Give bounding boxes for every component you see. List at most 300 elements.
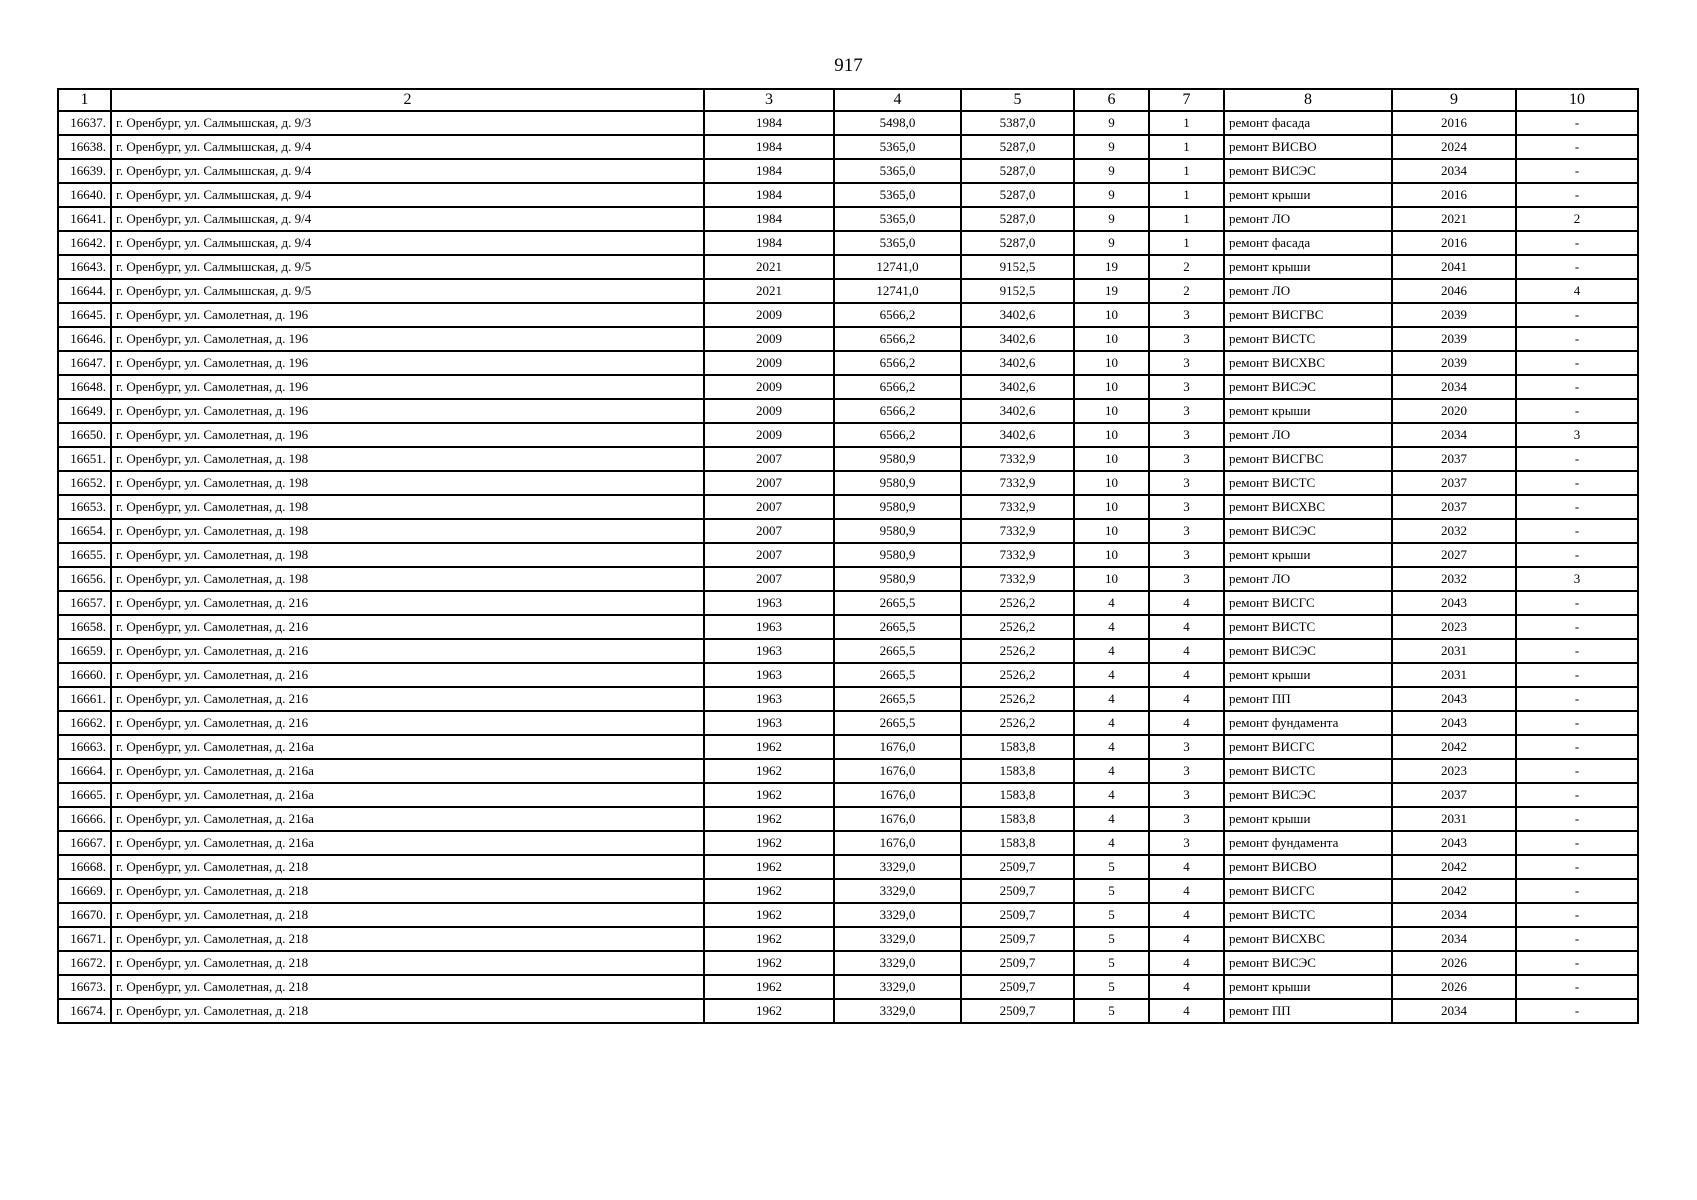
work-type-cell: ремонт крыши — [1224, 807, 1392, 831]
entrances-cell: 1 — [1149, 159, 1224, 183]
row-number: 16668. — [58, 855, 111, 879]
floors-cell: 10 — [1074, 495, 1149, 519]
total-area-cell: 3329,0 — [834, 879, 961, 903]
note-cell: - — [1516, 231, 1638, 255]
plan-year-cell: 2043 — [1392, 711, 1516, 735]
work-type-cell: ремонт ВИСЭС — [1224, 375, 1392, 399]
plan-year-cell: 2026 — [1392, 951, 1516, 975]
address-cell: г. Оренбург, ул. Салмышская, д. 9/5 — [111, 279, 704, 303]
plan-year-cell: 2016 — [1392, 183, 1516, 207]
note-cell: - — [1516, 975, 1638, 999]
note-cell: - — [1516, 903, 1638, 927]
entrances-cell: 4 — [1149, 711, 1224, 735]
table-row — [58, 975, 1638, 999]
total-area-cell: 5365,0 — [834, 135, 961, 159]
floors-cell: 5 — [1074, 903, 1149, 927]
work-type-cell: ремонт ВИСГС — [1224, 735, 1392, 759]
living-area-cell: 3402,6 — [961, 303, 1074, 327]
work-type-cell: ремонт ВИСХВС — [1224, 927, 1392, 951]
column-header-1: 1 — [58, 89, 111, 111]
plan-year-cell: 2021 — [1392, 207, 1516, 231]
table-row — [58, 663, 1638, 687]
floors-cell: 5 — [1074, 951, 1149, 975]
row-number: 16659. — [58, 639, 111, 663]
row-number: 16653. — [58, 495, 111, 519]
address-cell: г. Оренбург, ул. Салмышская, д. 9/4 — [111, 231, 704, 255]
living-area-cell: 7332,9 — [961, 519, 1074, 543]
living-area-cell: 5287,0 — [961, 231, 1074, 255]
year-cell: 2007 — [704, 543, 834, 567]
floors-cell: 5 — [1074, 855, 1149, 879]
entrances-cell: 4 — [1149, 663, 1224, 687]
entrances-cell: 3 — [1149, 807, 1224, 831]
work-type-cell: ремонт ВИСЭС — [1224, 519, 1392, 543]
row-number: 16644. — [58, 279, 111, 303]
table-row — [58, 927, 1638, 951]
work-type-cell: ремонт ЛО — [1224, 567, 1392, 591]
row-number: 16641. — [58, 207, 111, 231]
total-area-cell: 9580,9 — [834, 519, 961, 543]
entrances-cell: 3 — [1149, 303, 1224, 327]
living-area-cell: 1583,8 — [961, 759, 1074, 783]
living-area-cell: 1583,8 — [961, 831, 1074, 855]
note-cell: - — [1516, 759, 1638, 783]
column-header-8: 8 — [1224, 89, 1392, 111]
year-cell: 2021 — [704, 255, 834, 279]
entrances-cell: 3 — [1149, 567, 1224, 591]
plan-year-cell: 2042 — [1392, 855, 1516, 879]
table-row — [58, 183, 1638, 207]
plan-year-cell: 2041 — [1392, 255, 1516, 279]
plan-year-cell: 2024 — [1392, 135, 1516, 159]
floors-cell: 10 — [1074, 471, 1149, 495]
year-cell: 1963 — [704, 591, 834, 615]
plan-year-cell: 2032 — [1392, 519, 1516, 543]
address-cell: г. Оренбург, ул. Самолетная, д. 218 — [111, 951, 704, 975]
row-number: 16646. — [58, 327, 111, 351]
entrances-cell: 4 — [1149, 687, 1224, 711]
entrances-cell: 1 — [1149, 207, 1224, 231]
entrances-cell: 3 — [1149, 759, 1224, 783]
floors-cell: 4 — [1074, 615, 1149, 639]
entrances-cell: 3 — [1149, 327, 1224, 351]
table-row — [58, 231, 1638, 255]
work-type-cell: ремонт ВИСТС — [1224, 327, 1392, 351]
year-cell: 1963 — [704, 687, 834, 711]
entrances-cell: 4 — [1149, 879, 1224, 903]
year-cell: 1984 — [704, 135, 834, 159]
entrances-cell: 3 — [1149, 495, 1224, 519]
column-header-5: 5 — [961, 89, 1074, 111]
address-cell: г. Оренбург, ул. Салмышская, д. 9/4 — [111, 135, 704, 159]
entrances-cell: 3 — [1149, 783, 1224, 807]
note-cell: - — [1516, 639, 1638, 663]
note-cell: - — [1516, 999, 1638, 1023]
note-cell: - — [1516, 543, 1638, 567]
row-number: 16643. — [58, 255, 111, 279]
work-type-cell: ремонт крыши — [1224, 543, 1392, 567]
plan-year-cell: 2016 — [1392, 111, 1516, 135]
floors-cell: 9 — [1074, 207, 1149, 231]
address-cell: г. Оренбург, ул. Самолетная, д. 196 — [111, 303, 704, 327]
table-row — [58, 375, 1638, 399]
row-number: 16664. — [58, 759, 111, 783]
note-cell: 2 — [1516, 207, 1638, 231]
note-cell: - — [1516, 663, 1638, 687]
floors-cell: 19 — [1074, 279, 1149, 303]
note-cell: 3 — [1516, 567, 1638, 591]
entrances-cell: 3 — [1149, 735, 1224, 759]
address-cell: г. Оренбург, ул. Самолетная, д. 196 — [111, 327, 704, 351]
floors-cell: 9 — [1074, 135, 1149, 159]
note-cell: - — [1516, 831, 1638, 855]
living-area-cell: 2509,7 — [961, 879, 1074, 903]
living-area-cell: 3402,6 — [961, 375, 1074, 399]
table-row — [58, 111, 1638, 135]
note-cell: - — [1516, 951, 1638, 975]
address-cell: г. Оренбург, ул. Самолетная, д. 216 — [111, 711, 704, 735]
row-number: 16651. — [58, 447, 111, 471]
total-area-cell: 5365,0 — [834, 207, 961, 231]
total-area-cell: 2665,5 — [834, 639, 961, 663]
year-cell: 2021 — [704, 279, 834, 303]
total-area-cell: 2665,5 — [834, 711, 961, 735]
plan-year-cell: 2034 — [1392, 159, 1516, 183]
address-cell: г. Оренбург, ул. Самолетная, д. 198 — [111, 495, 704, 519]
plan-year-cell: 2043 — [1392, 591, 1516, 615]
row-number: 16658. — [58, 615, 111, 639]
living-area-cell: 2509,7 — [961, 903, 1074, 927]
entrances-cell: 4 — [1149, 591, 1224, 615]
year-cell: 1984 — [704, 231, 834, 255]
total-area-cell: 6566,2 — [834, 327, 961, 351]
work-type-cell: ремонт ЛО — [1224, 423, 1392, 447]
entrances-cell: 4 — [1149, 927, 1224, 951]
table-row — [58, 351, 1638, 375]
year-cell: 1962 — [704, 831, 834, 855]
floors-cell: 4 — [1074, 735, 1149, 759]
living-area-cell: 1583,8 — [961, 735, 1074, 759]
plan-year-cell: 2037 — [1392, 783, 1516, 807]
year-cell: 1963 — [704, 615, 834, 639]
floors-cell: 4 — [1074, 711, 1149, 735]
note-cell: - — [1516, 711, 1638, 735]
total-area-cell: 12741,0 — [834, 279, 961, 303]
floors-cell: 5 — [1074, 927, 1149, 951]
living-area-cell: 2509,7 — [961, 999, 1074, 1023]
table-row — [58, 831, 1638, 855]
table-header-row — [58, 89, 1638, 111]
living-area-cell: 5287,0 — [961, 135, 1074, 159]
entrances-cell: 3 — [1149, 399, 1224, 423]
address-cell: г. Оренбург, ул. Самолетная, д. 198 — [111, 471, 704, 495]
table-row — [58, 519, 1638, 543]
work-type-cell: ремонт ВИСВО — [1224, 135, 1392, 159]
plan-year-cell: 2039 — [1392, 351, 1516, 375]
entrances-cell: 4 — [1149, 855, 1224, 879]
address-cell: г. Оренбург, ул. Самолетная, д. 218 — [111, 999, 704, 1023]
living-area-cell: 2526,2 — [961, 663, 1074, 687]
total-area-cell: 6566,2 — [834, 423, 961, 447]
entrances-cell: 2 — [1149, 279, 1224, 303]
note-cell: - — [1516, 327, 1638, 351]
address-cell: г. Оренбург, ул. Самолетная, д. 196 — [111, 423, 704, 447]
plan-year-cell: 2034 — [1392, 423, 1516, 447]
floors-cell: 4 — [1074, 783, 1149, 807]
entrances-cell: 4 — [1149, 951, 1224, 975]
plan-year-cell: 2031 — [1392, 639, 1516, 663]
column-header-6: 6 — [1074, 89, 1149, 111]
floors-cell: 4 — [1074, 687, 1149, 711]
living-area-cell: 2509,7 — [961, 951, 1074, 975]
total-area-cell: 2665,5 — [834, 615, 961, 639]
work-type-cell: ремонт ВИСХВС — [1224, 351, 1392, 375]
work-type-cell: ремонт фасада — [1224, 231, 1392, 255]
total-area-cell: 5365,0 — [834, 159, 961, 183]
work-type-cell: ремонт ЛО — [1224, 207, 1392, 231]
year-cell: 1963 — [704, 639, 834, 663]
plan-year-cell: 2037 — [1392, 447, 1516, 471]
living-area-cell: 7332,9 — [961, 567, 1074, 591]
row-number: 16672. — [58, 951, 111, 975]
row-number: 16663. — [58, 735, 111, 759]
floors-cell: 10 — [1074, 327, 1149, 351]
address-cell: г. Оренбург, ул. Самолетная, д. 216 — [111, 639, 704, 663]
column-header-7: 7 — [1149, 89, 1224, 111]
work-type-cell: ремонт ВИСТС — [1224, 759, 1392, 783]
column-header-3: 3 — [704, 89, 834, 111]
living-area-cell: 2509,7 — [961, 855, 1074, 879]
living-area-cell: 7332,9 — [961, 447, 1074, 471]
table-row — [58, 855, 1638, 879]
column-header-4: 4 — [834, 89, 961, 111]
floors-cell: 9 — [1074, 231, 1149, 255]
year-cell: 1963 — [704, 663, 834, 687]
table-row — [58, 807, 1638, 831]
floors-cell: 4 — [1074, 591, 1149, 615]
floors-cell: 10 — [1074, 423, 1149, 447]
table-row — [58, 999, 1638, 1023]
note-cell: - — [1516, 783, 1638, 807]
row-number: 16645. — [58, 303, 111, 327]
plan-year-cell: 2042 — [1392, 735, 1516, 759]
address-cell: г. Оренбург, ул. Салмышская, д. 9/4 — [111, 159, 704, 183]
row-number: 16637. — [58, 111, 111, 135]
address-cell: г. Оренбург, ул. Самолетная, д. 216 — [111, 591, 704, 615]
work-type-cell: ремонт фундамента — [1224, 831, 1392, 855]
total-area-cell: 2665,5 — [834, 687, 961, 711]
plan-year-cell: 2031 — [1392, 663, 1516, 687]
living-area-cell: 2509,7 — [961, 927, 1074, 951]
floors-cell: 10 — [1074, 567, 1149, 591]
floors-cell: 10 — [1074, 399, 1149, 423]
plan-year-cell: 2034 — [1392, 375, 1516, 399]
note-cell: - — [1516, 447, 1638, 471]
year-cell: 1984 — [704, 111, 834, 135]
total-area-cell: 3329,0 — [834, 951, 961, 975]
living-area-cell: 1583,8 — [961, 807, 1074, 831]
entrances-cell: 3 — [1149, 519, 1224, 543]
repair-schedule-table — [57, 88, 1639, 1024]
address-cell: г. Оренбург, ул. Самолетная, д. 216а — [111, 807, 704, 831]
total-area-cell: 9580,9 — [834, 543, 961, 567]
table-row — [58, 951, 1638, 975]
address-cell: г. Оренбург, ул. Самолетная, д. 218 — [111, 855, 704, 879]
row-number: 16642. — [58, 231, 111, 255]
work-type-cell: ремонт ВИСТС — [1224, 903, 1392, 927]
living-area-cell: 2526,2 — [961, 687, 1074, 711]
address-cell: г. Оренбург, ул. Самолетная, д. 196 — [111, 375, 704, 399]
plan-year-cell: 2043 — [1392, 831, 1516, 855]
year-cell: 2007 — [704, 495, 834, 519]
page-number: 917 — [834, 55, 863, 76]
work-type-cell: ремонт ВИСВО — [1224, 855, 1392, 879]
note-cell: 3 — [1516, 423, 1638, 447]
total-area-cell: 9580,9 — [834, 567, 961, 591]
entrances-cell: 3 — [1149, 423, 1224, 447]
year-cell: 1962 — [704, 855, 834, 879]
total-area-cell: 3329,0 — [834, 975, 961, 999]
plan-year-cell: 2020 — [1392, 399, 1516, 423]
plan-year-cell: 2016 — [1392, 231, 1516, 255]
note-cell: - — [1516, 927, 1638, 951]
address-cell: г. Оренбург, ул. Самолетная, д. 196 — [111, 351, 704, 375]
column-header-10: 10 — [1516, 89, 1638, 111]
living-area-cell: 3402,6 — [961, 351, 1074, 375]
note-cell: 4 — [1516, 279, 1638, 303]
address-cell: г. Оренбург, ул. Самолетная, д. 216 — [111, 615, 704, 639]
entrances-cell: 4 — [1149, 975, 1224, 999]
year-cell: 1962 — [704, 783, 834, 807]
row-number: 16656. — [58, 567, 111, 591]
living-area-cell: 7332,9 — [961, 543, 1074, 567]
row-number: 16670. — [58, 903, 111, 927]
work-type-cell: ремонт ВИСГВС — [1224, 303, 1392, 327]
work-type-cell: ремонт ВИСГС — [1224, 591, 1392, 615]
living-area-cell: 5387,0 — [961, 111, 1074, 135]
total-area-cell: 6566,2 — [834, 303, 961, 327]
work-type-cell: ремонт крыши — [1224, 255, 1392, 279]
row-number: 16665. — [58, 783, 111, 807]
living-area-cell: 3402,6 — [961, 327, 1074, 351]
row-number: 16662. — [58, 711, 111, 735]
year-cell: 1962 — [704, 903, 834, 927]
note-cell: - — [1516, 183, 1638, 207]
floors-cell: 10 — [1074, 375, 1149, 399]
address-cell: г. Оренбург, ул. Самолетная, д. 216 — [111, 687, 704, 711]
note-cell: - — [1516, 807, 1638, 831]
floors-cell: 4 — [1074, 759, 1149, 783]
address-cell: г. Оренбург, ул. Самолетная, д. 216а — [111, 831, 704, 855]
total-area-cell: 6566,2 — [834, 375, 961, 399]
row-number: 16669. — [58, 879, 111, 903]
address-cell: г. Оренбург, ул. Самолетная, д. 216а — [111, 783, 704, 807]
address-cell: г. Оренбург, ул. Самолетная, д. 216а — [111, 759, 704, 783]
note-cell: - — [1516, 471, 1638, 495]
entrances-cell: 3 — [1149, 375, 1224, 399]
total-area-cell: 5365,0 — [834, 183, 961, 207]
note-cell: - — [1516, 375, 1638, 399]
note-cell: - — [1516, 879, 1638, 903]
floors-cell: 4 — [1074, 663, 1149, 687]
address-cell: г. Оренбург, ул. Самолетная, д. 198 — [111, 567, 704, 591]
table-row — [58, 687, 1638, 711]
year-cell: 2009 — [704, 303, 834, 327]
row-number: 16650. — [58, 423, 111, 447]
address-cell: г. Оренбург, ул. Самолетная, д. 218 — [111, 975, 704, 999]
living-area-cell: 9152,5 — [961, 255, 1074, 279]
address-cell: г. Оренбург, ул. Салмышская, д. 9/5 — [111, 255, 704, 279]
living-area-cell: 1583,8 — [961, 783, 1074, 807]
living-area-cell: 5287,0 — [961, 207, 1074, 231]
row-number: 16640. — [58, 183, 111, 207]
plan-year-cell: 2026 — [1392, 975, 1516, 999]
total-area-cell: 2665,5 — [834, 591, 961, 615]
note-cell: - — [1516, 495, 1638, 519]
entrances-cell: 4 — [1149, 999, 1224, 1023]
table-row — [58, 783, 1638, 807]
work-type-cell: ремонт ВИСТС — [1224, 471, 1392, 495]
row-number: 16667. — [58, 831, 111, 855]
note-cell: - — [1516, 519, 1638, 543]
note-cell: - — [1516, 615, 1638, 639]
floors-cell: 9 — [1074, 159, 1149, 183]
entrances-cell: 1 — [1149, 183, 1224, 207]
total-area-cell: 1676,0 — [834, 735, 961, 759]
floors-cell: 5 — [1074, 879, 1149, 903]
plan-year-cell: 2039 — [1392, 327, 1516, 351]
work-type-cell: ремонт ВИСЭС — [1224, 951, 1392, 975]
address-cell: г. Оренбург, ул. Самолетная, д. 196 — [111, 399, 704, 423]
floors-cell: 5 — [1074, 975, 1149, 999]
table-row — [58, 879, 1638, 903]
row-number: 16647. — [58, 351, 111, 375]
floors-cell: 4 — [1074, 807, 1149, 831]
living-area-cell: 5287,0 — [961, 159, 1074, 183]
year-cell: 1984 — [704, 207, 834, 231]
plan-year-cell: 2032 — [1392, 567, 1516, 591]
table-row — [58, 495, 1638, 519]
floors-cell: 5 — [1074, 999, 1149, 1023]
total-area-cell: 1676,0 — [834, 807, 961, 831]
table-row — [58, 615, 1638, 639]
entrances-cell: 4 — [1149, 903, 1224, 927]
total-area-cell: 3329,0 — [834, 855, 961, 879]
floors-cell: 19 — [1074, 255, 1149, 279]
row-number: 16666. — [58, 807, 111, 831]
year-cell: 2009 — [704, 327, 834, 351]
total-area-cell: 3329,0 — [834, 903, 961, 927]
note-cell: - — [1516, 687, 1638, 711]
plan-year-cell: 2031 — [1392, 807, 1516, 831]
total-area-cell: 5365,0 — [834, 231, 961, 255]
address-cell: г. Оренбург, ул. Салмышская, д. 9/3 — [111, 111, 704, 135]
work-type-cell: ремонт крыши — [1224, 975, 1392, 999]
year-cell: 1962 — [704, 927, 834, 951]
floors-cell: 10 — [1074, 519, 1149, 543]
table-row — [58, 135, 1638, 159]
floors-cell: 9 — [1074, 111, 1149, 135]
note-cell: - — [1516, 135, 1638, 159]
table-row — [58, 639, 1638, 663]
living-area-cell: 7332,9 — [961, 471, 1074, 495]
year-cell: 2009 — [704, 423, 834, 447]
year-cell: 1962 — [704, 879, 834, 903]
year-cell: 1962 — [704, 759, 834, 783]
note-cell: - — [1516, 399, 1638, 423]
work-type-cell: ремонт крыши — [1224, 399, 1392, 423]
note-cell: - — [1516, 255, 1638, 279]
